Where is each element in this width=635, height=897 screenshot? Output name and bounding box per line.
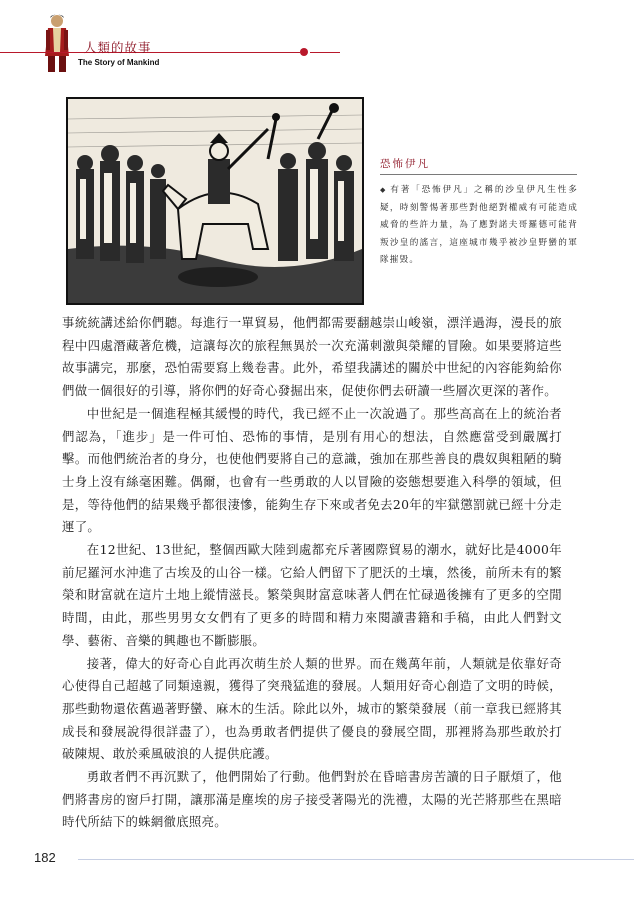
running-header [0, 0, 635, 75]
paragraph: 接著，偉大的好奇心自此再次萌生於人類的世界。而在幾萬年前，人類就是依靠好奇心使得自己超越了同類遠親，獲得了突飛猛進的發展。人類用好奇心創造了文明的時候，那些動物還依舊過著野蠻、麻木的生活。除此以外，城市的繁榮發展（前一章我已經將其成長和發展說得很詳盡了），也為勇敢者們提供了優良的發展空間，那裡將為那些敢於打破陳規、敢於乘風破浪的人提供庇護。 [62, 655, 562, 762]
paragraph: 在12世紀、13世紀，整個西歐大陸到處都充斥著國際貿易的潮水，就好比是4000年前尼羅河水沖進了古埃及的山谷一樣。它給人們留下了肥沃的土壤，然後，前所未有的繁榮和財富就在這片土地上縱情滋長。繁榮與財富意味著人們在忙碌過後擁有了更多的空閒時間，由此，那些男男女女們有了更多的時間和精力來閱讀書籍和手稿，由此人們對文學、藝術、音樂的興趣也不斷膨脹。 [62, 542, 562, 648]
paragraph: 勇敢者們不再沉默了，他們開始了行動。他們對於在昏暗書房苦讀的日子厭煩了，他們將書房的窗戶打開，讓那滿是塵埃的房子接受著陽光的洗禮，太陽的光芒將那些在黑暗時代所結下的蛛網徹底照亮。 [62, 769, 562, 830]
header-rule-end [310, 52, 340, 53]
caption-title: 恐怖伊凡 [380, 158, 430, 170]
caption-body: 有著「恐怖伊凡」之稱的沙皇伊凡生性多疑，時刻警惕著那些對他絕對權威有可能造成威脅的些許力量，為了應對諾夫哥羅德可能背叛沙皇的謠言，這座城市幾乎被沙皇野蠻的軍隊摧毀。 [380, 185, 578, 265]
book-title: 人類的故事 [84, 40, 152, 55]
caption-marker-icon: ◆ [380, 186, 388, 194]
footer-rule [78, 859, 634, 860]
paragraph: 中世紀是一個進程極其緩慢的時代，我已經不止一次說過了。那些高高在上的統治者們認為，「進步」是一件可怕、恐怖的事情，是別有用心的想法，自然應當受到嚴厲打擊。而他們統治者的身分，也使他們要將自己的意識，強加在那些善良的農奴與粗陋的騎士身上沒有絲毫困難。偶爾，也會有一些勇敢的人以冒險的姿態想要進入科學的領域，但是，等待他們的結果幾乎都很淒慘，能夠生存下來或者免去20年的牢獄懲罰就已經十分走運了。 [62, 405, 562, 535]
book-subtitle: The Story of Mankind [78, 58, 160, 67]
page-number: 182 [34, 850, 56, 865]
woodcut-scene [68, 99, 362, 303]
king-portrait-icon [44, 12, 70, 74]
header-rule-dot [300, 48, 308, 56]
paragraph: 事統統講述給你們聽。每進行一單貿易，他們都需要翻越崇山峻嶺，漂洋過海，漫長的旅程中四處潛藏著危機，這讓每次的旅程無異於一次充滿刺激與榮耀的冒險。如果要將這些故事講完，那麼，恐怕需要寫上幾卷書。此外，希望我講述的關於中世紀的內容能夠給你們做一個很好的引導，將你們的好奇心發掘出來，促使你們去研讀一些層次更深的著作。 [62, 315, 562, 399]
woodcut-illustration [66, 97, 364, 305]
caption-rule [380, 174, 577, 175]
caption-text [380, 182, 578, 270]
body-text [62, 312, 562, 834]
